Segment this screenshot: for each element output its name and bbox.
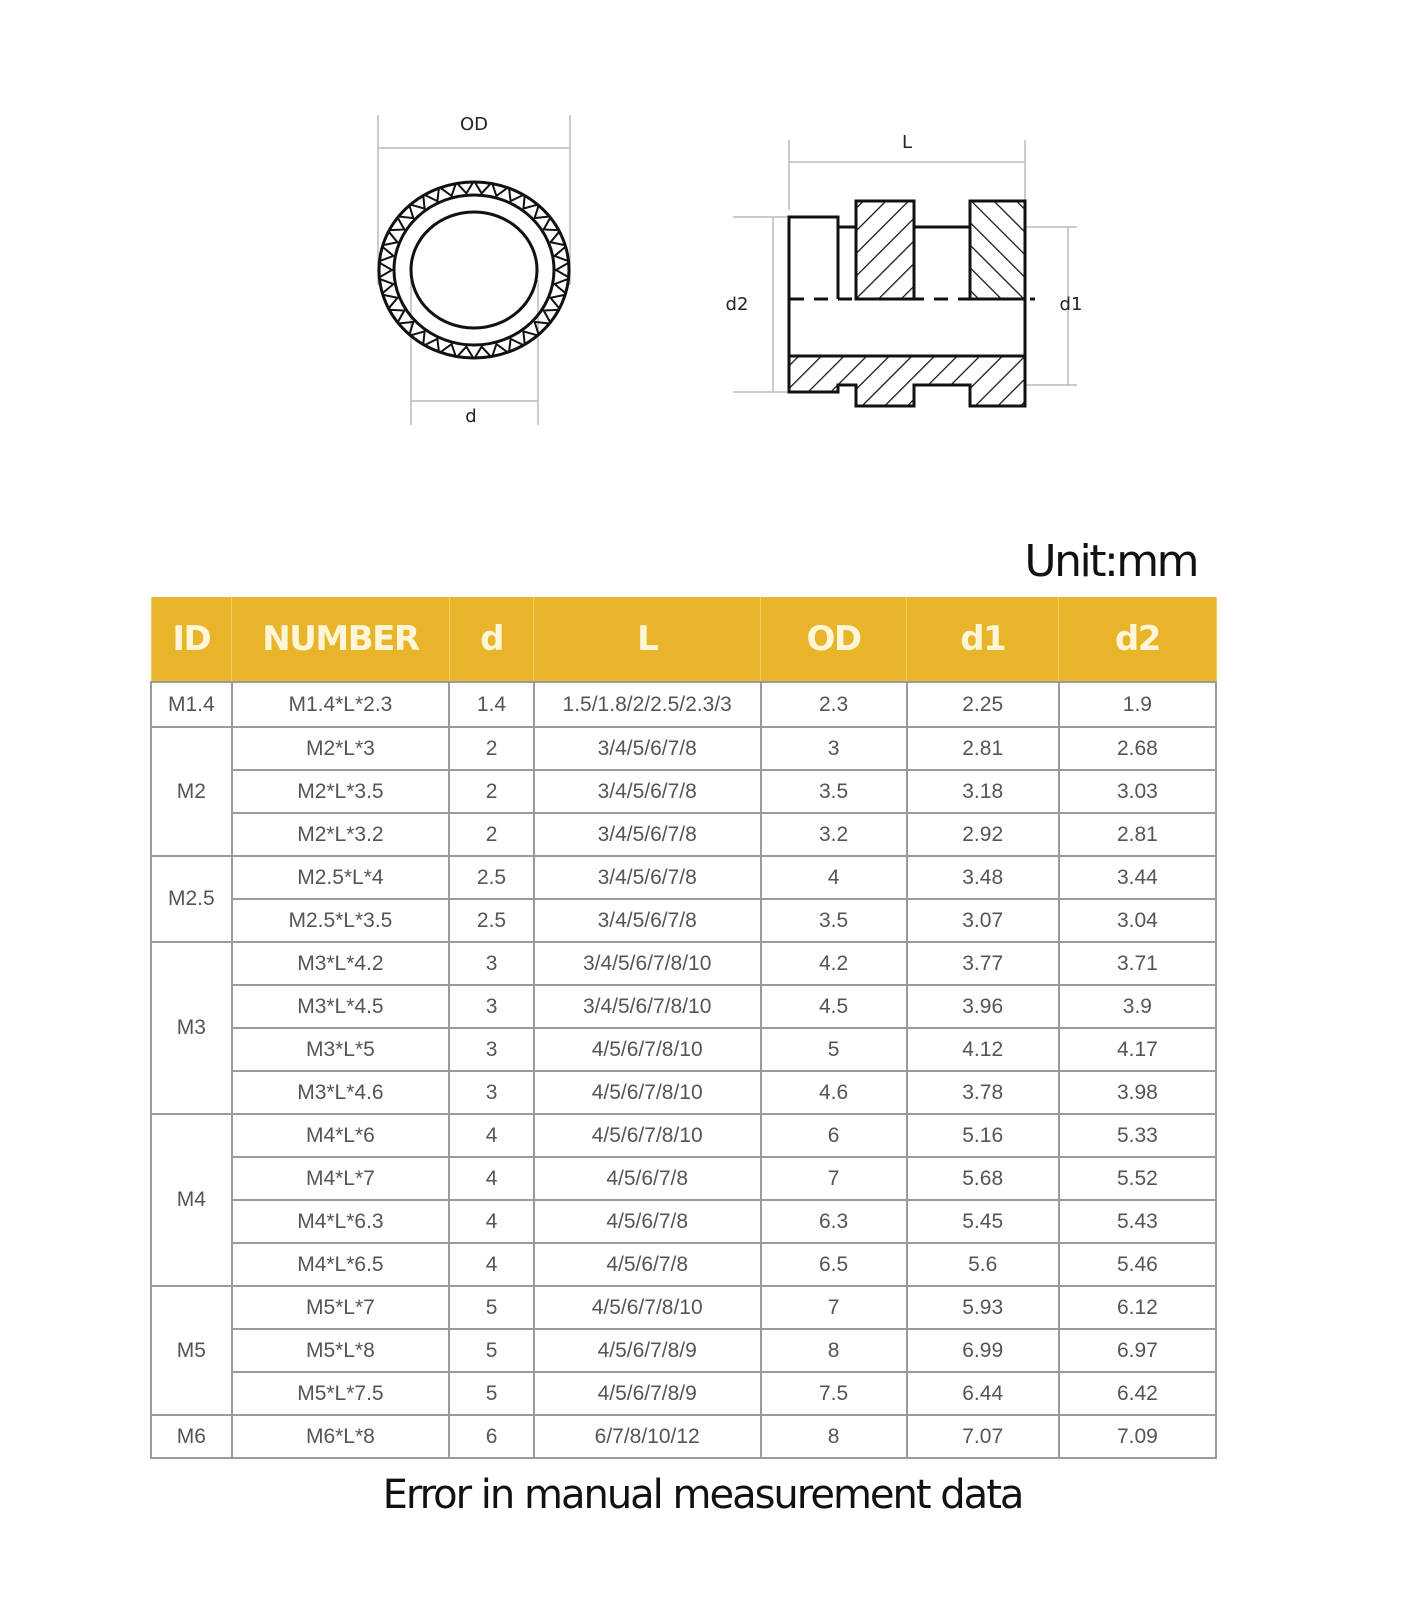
cell-d: 5 xyxy=(449,1329,534,1372)
cell-d: 3 xyxy=(449,1028,534,1071)
cell-l: 3/4/5/6/7/8/10 xyxy=(534,985,761,1028)
cell-number: M3*L*4.6 xyxy=(232,1071,450,1114)
cell-d: 2 xyxy=(449,727,534,770)
cell-d1: 5.93 xyxy=(907,1286,1059,1329)
cell-id: M2 xyxy=(151,727,232,856)
cell-l: 4/5/6/7/8/10 xyxy=(534,1071,761,1114)
cell-l: 4/5/6/7/8 xyxy=(534,1200,761,1243)
table-row xyxy=(151,942,1216,985)
column-header-number: NUMBER xyxy=(232,597,450,682)
cell-number: M4*L*6.3 xyxy=(232,1200,450,1243)
cell-d2: 3.44 xyxy=(1059,856,1216,899)
cell-od: 4.5 xyxy=(761,985,907,1028)
cell-d1: 5.16 xyxy=(907,1114,1059,1157)
cell-d: 6 xyxy=(449,1415,534,1458)
cell-od: 4.6 xyxy=(761,1071,907,1114)
cell-od: 3.5 xyxy=(761,770,907,813)
cell-id: M4 xyxy=(151,1114,232,1286)
cell-d2: 2.81 xyxy=(1059,813,1216,856)
cell-l: 4/5/6/7/8/9 xyxy=(534,1372,761,1415)
footer-note: Error in manual measurement data xyxy=(382,1472,1023,1518)
od-dimension-label: OD xyxy=(459,114,489,135)
cell-number: M2*L*3.2 xyxy=(232,813,450,856)
cell-l: 3/4/5/6/7/8 xyxy=(534,770,761,813)
cell-d: 2 xyxy=(449,770,534,813)
cell-l: 1.5/1.8/2/2.5/2.3/3 xyxy=(534,682,761,727)
cell-l: 3/4/5/6/7/8 xyxy=(534,856,761,899)
table-row xyxy=(151,727,1216,770)
cell-d1: 3.96 xyxy=(907,985,1059,1028)
cell-l: 3/4/5/6/7/8 xyxy=(534,727,761,770)
cell-d2: 5.43 xyxy=(1059,1200,1216,1243)
cell-d2: 5.52 xyxy=(1059,1157,1216,1200)
cell-d: 5 xyxy=(449,1286,534,1329)
cell-number: M3*L*4.2 xyxy=(232,942,450,985)
cell-d1: 3.77 xyxy=(907,942,1059,985)
cell-number: M4*L*7 xyxy=(232,1157,450,1200)
cell-number: M2*L*3.5 xyxy=(232,770,450,813)
cell-id: M5 xyxy=(151,1286,232,1415)
cell-d2: 5.46 xyxy=(1059,1243,1216,1286)
cell-d1: 7.07 xyxy=(907,1415,1059,1458)
table-row xyxy=(151,1415,1216,1458)
table-row xyxy=(151,813,1216,856)
cell-number: M6*L*8 xyxy=(232,1415,450,1458)
d-dimension-label: d xyxy=(465,406,477,427)
cell-number: M5*L*7 xyxy=(232,1286,450,1329)
cell-d2: 3.71 xyxy=(1059,942,1216,985)
table-row xyxy=(151,985,1216,1028)
d2-dimension-label: d2 xyxy=(725,294,749,315)
cell-d1: 6.44 xyxy=(907,1372,1059,1415)
table-row xyxy=(151,1071,1216,1114)
cell-od: 7.5 xyxy=(761,1372,907,1415)
cell-l: 4/5/6/7/8/10 xyxy=(534,1114,761,1157)
column-header-d1: d1 xyxy=(907,597,1059,682)
cell-number: M4*L*6 xyxy=(232,1114,450,1157)
cell-number: M2.5*L*3.5 xyxy=(232,899,450,942)
column-header-l: L xyxy=(534,597,761,682)
table-row xyxy=(151,1329,1216,1372)
cell-d2: 3.98 xyxy=(1059,1071,1216,1114)
table-row xyxy=(151,856,1216,899)
table-row xyxy=(151,1114,1216,1157)
front-view-diagram xyxy=(360,100,600,440)
cell-od: 2.3 xyxy=(761,682,907,727)
cell-d: 2.5 xyxy=(449,856,534,899)
cell-number: M2.5*L*4 xyxy=(232,856,450,899)
cell-d2: 3.9 xyxy=(1059,985,1216,1028)
cell-number: M2*L*3 xyxy=(232,727,450,770)
cell-od: 6.3 xyxy=(761,1200,907,1243)
cell-id: M1.4 xyxy=(151,682,232,727)
cell-d: 1.4 xyxy=(449,682,534,727)
cell-od: 3.5 xyxy=(761,899,907,942)
cell-l: 6/7/8/10/12 xyxy=(534,1415,761,1458)
cell-d1: 4.12 xyxy=(907,1028,1059,1071)
cell-od: 6 xyxy=(761,1114,907,1157)
cell-l: 4/5/6/7/8/9 xyxy=(534,1329,761,1372)
cell-d2: 5.33 xyxy=(1059,1114,1216,1157)
cell-number: M3*L*4.5 xyxy=(232,985,450,1028)
cell-l: 4/5/6/7/8/10 xyxy=(534,1028,761,1071)
table-row xyxy=(151,1286,1216,1329)
cell-d: 3 xyxy=(449,1071,534,1114)
cell-d1: 6.99 xyxy=(907,1329,1059,1372)
table-row xyxy=(151,1028,1216,1071)
table-row xyxy=(151,1243,1216,1286)
unit-label: Unit:mm xyxy=(1024,536,1197,587)
cell-number: M3*L*5 xyxy=(232,1028,450,1071)
l-dimension-label: L xyxy=(901,132,913,153)
cell-d: 4 xyxy=(449,1157,534,1200)
cell-od: 8 xyxy=(761,1415,907,1458)
cell-d1: 3.07 xyxy=(907,899,1059,942)
table-row xyxy=(151,770,1216,813)
cell-d2: 1.9 xyxy=(1059,682,1216,727)
table-row xyxy=(151,899,1216,942)
cell-number: M1.4*L*2.3 xyxy=(232,682,450,727)
table-row xyxy=(151,1157,1216,1200)
cell-d1: 3.78 xyxy=(907,1071,1059,1114)
cell-od: 7 xyxy=(761,1157,907,1200)
column-header-d: d xyxy=(449,597,534,682)
cell-d1: 2.81 xyxy=(907,727,1059,770)
d1-dimension-label: d1 xyxy=(1059,294,1083,315)
cell-l: 3/4/5/6/7/8 xyxy=(534,899,761,942)
cell-l: 3/4/5/6/7/8/10 xyxy=(534,942,761,985)
cell-od: 4.2 xyxy=(761,942,907,985)
cell-od: 8 xyxy=(761,1329,907,1372)
cell-d: 4 xyxy=(449,1200,534,1243)
cell-l: 4/5/6/7/8 xyxy=(534,1243,761,1286)
cell-number: M4*L*6.5 xyxy=(232,1243,450,1286)
column-header-od: OD xyxy=(761,597,907,682)
cell-number: M5*L*7.5 xyxy=(232,1372,450,1415)
cell-d2: 6.42 xyxy=(1059,1372,1216,1415)
cell-d1: 2.25 xyxy=(907,682,1059,727)
cell-id: M3 xyxy=(151,942,232,1114)
cell-d1: 5.6 xyxy=(907,1243,1059,1286)
cell-d2: 2.68 xyxy=(1059,727,1216,770)
cell-d1: 3.48 xyxy=(907,856,1059,899)
cell-id: M6 xyxy=(151,1415,232,1458)
cell-d: 3 xyxy=(449,942,534,985)
cell-od: 3 xyxy=(761,727,907,770)
cell-d2: 7.09 xyxy=(1059,1415,1216,1458)
cell-d: 2 xyxy=(449,813,534,856)
table-row xyxy=(151,1372,1216,1415)
column-header-d2: d2 xyxy=(1059,597,1216,682)
cell-od: 7 xyxy=(761,1286,907,1329)
table-row xyxy=(151,682,1216,727)
spec-table xyxy=(150,597,1217,1459)
cell-od: 5 xyxy=(761,1028,907,1071)
column-header-id: ID xyxy=(151,597,232,682)
cell-d1: 5.68 xyxy=(907,1157,1059,1200)
table-header-row xyxy=(151,597,1216,682)
cell-d: 4 xyxy=(449,1243,534,1286)
cell-d: 4 xyxy=(449,1114,534,1157)
table-row xyxy=(151,1200,1216,1243)
cell-d1: 2.92 xyxy=(907,813,1059,856)
table-body xyxy=(151,682,1216,1458)
cell-d2: 3.04 xyxy=(1059,899,1216,942)
cell-id: M2.5 xyxy=(151,856,232,942)
cell-l: 4/5/6/7/8/10 xyxy=(534,1286,761,1329)
cell-d1: 3.18 xyxy=(907,770,1059,813)
cell-d1: 5.45 xyxy=(907,1200,1059,1243)
cell-d: 2.5 xyxy=(449,899,534,942)
cell-d: 5 xyxy=(449,1372,534,1415)
cell-od: 3.2 xyxy=(761,813,907,856)
cell-d: 3 xyxy=(449,985,534,1028)
cell-d2: 6.12 xyxy=(1059,1286,1216,1329)
cell-d2: 3.03 xyxy=(1059,770,1216,813)
cell-number: M5*L*8 xyxy=(232,1329,450,1372)
cell-l: 3/4/5/6/7/8 xyxy=(534,813,761,856)
cell-d2: 6.97 xyxy=(1059,1329,1216,1372)
cell-l: 4/5/6/7/8 xyxy=(534,1157,761,1200)
cell-od: 6.5 xyxy=(761,1243,907,1286)
cell-od: 4 xyxy=(761,856,907,899)
side-section-diagram xyxy=(720,120,1100,420)
cell-d2: 4.17 xyxy=(1059,1028,1216,1071)
